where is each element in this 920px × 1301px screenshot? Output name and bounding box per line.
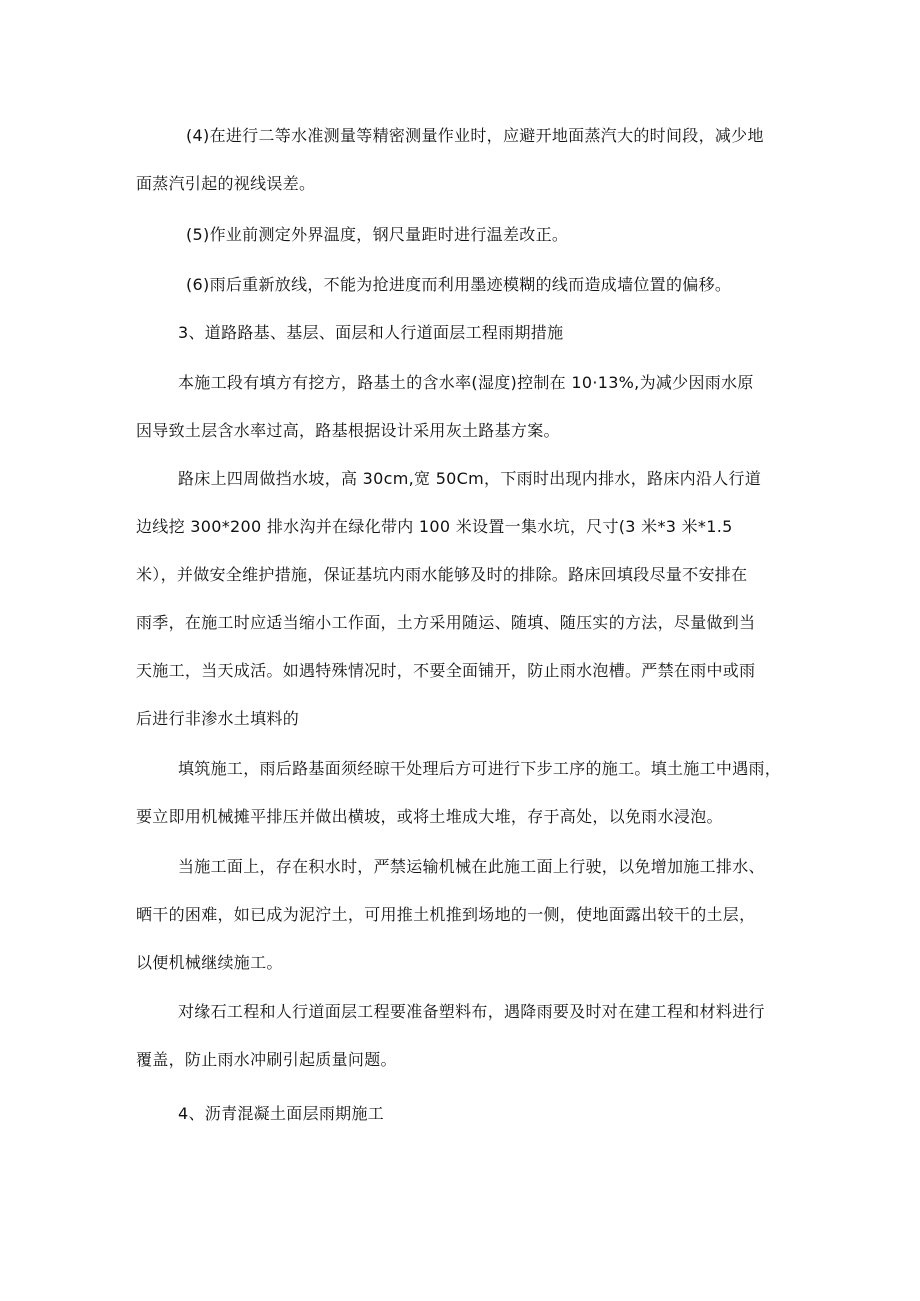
paragraph-6: (6)雨后重新放线，不能为抢进度而利用墨迹模糊的线而造成墙位置的偏移。 <box>186 275 732 294</box>
paragraph-roadbed-line-3: 米），并做安全维护措施，保证基坑内雨水能够及时的排除。路床回填段尽量不安排在 <box>136 565 748 584</box>
paragraph-roadbed-line-1: 路床上四周做挡水坡，高 30cm,宽 50Cm，下雨时出现内排水，路床内沿人行道 <box>178 469 762 488</box>
section-heading-4: 4、沥青混凝土面层雨期施工 <box>178 1104 385 1123</box>
section-heading-3: 3、道路路基、基层、面层和人行道面层工程雨期措施 <box>178 323 564 342</box>
paragraph-moisture-line-2: 因导致土层含水率过高，路基根据设计采用灰土路基方案。 <box>136 421 560 440</box>
paragraph-water-line-1: 当施工面上，存在积水时，严禁运输机械在此施工面上行驶，以免增加施工排水、 <box>178 857 765 876</box>
paragraph-roadbed-line-4: 雨季，在施工时应适当缩小工作面，土方采用随运、随填、随压实的方法，尽量做到当 <box>136 613 756 632</box>
paragraph-fill-line-1: 填筑施工，雨后路基面须经晾干处理后方可进行下步工序的施工。填土施工中遇雨， <box>178 759 782 778</box>
paragraph-5: (5)作业前测定外界温度，钢尺量距时进行温差改正。 <box>186 225 569 244</box>
paragraph-moisture-line-1: 本施工段有填方有挖方，路基土的含水率(湿度)控制在 10·13%,为减少因雨水原 <box>178 373 754 392</box>
paragraph-4-line-2: 面蒸汽引起的视线误差。 <box>136 174 316 193</box>
paragraph-water-line-3: 以便机械继续施工。 <box>136 953 283 972</box>
paragraph-curb-line-1: 对缘石工程和人行道面层工程要准备塑料布，遇降雨要及时对在建工程和材料进行 <box>178 1002 765 1021</box>
paragraph-4-line-1: (4)在进行二等水准测量等精密测量作业时，应避开地面蒸汽大的时间段，减少地 <box>186 126 764 145</box>
paragraph-roadbed-line-2: 边线挖 300*200 排水沟并在绿化带内 100 米设置一集水坑，尺寸(3 米*3 米*1.5 <box>136 517 733 536</box>
paragraph-roadbed-line-6: 后进行非渗水土填料的 <box>136 709 300 728</box>
paragraph-fill-line-2: 要立即用机械摊平排压并做出横坡，或将土堆成大堆，存于高处，以免雨水浸泡。 <box>136 807 723 826</box>
paragraph-water-line-2: 晒干的困难，如已成为泥泞土，可用推土机推到场地的一侧，使地面露出较干的土层， <box>136 905 756 924</box>
paragraph-roadbed-line-5: 天施工，当天成活。如遇特殊情况时，不要全面铺开，防止雨水泡槽。严禁在雨中或雨 <box>136 661 756 680</box>
paragraph-curb-line-2: 覆盖，防止雨水冲刷引起质量问题。 <box>136 1050 397 1069</box>
